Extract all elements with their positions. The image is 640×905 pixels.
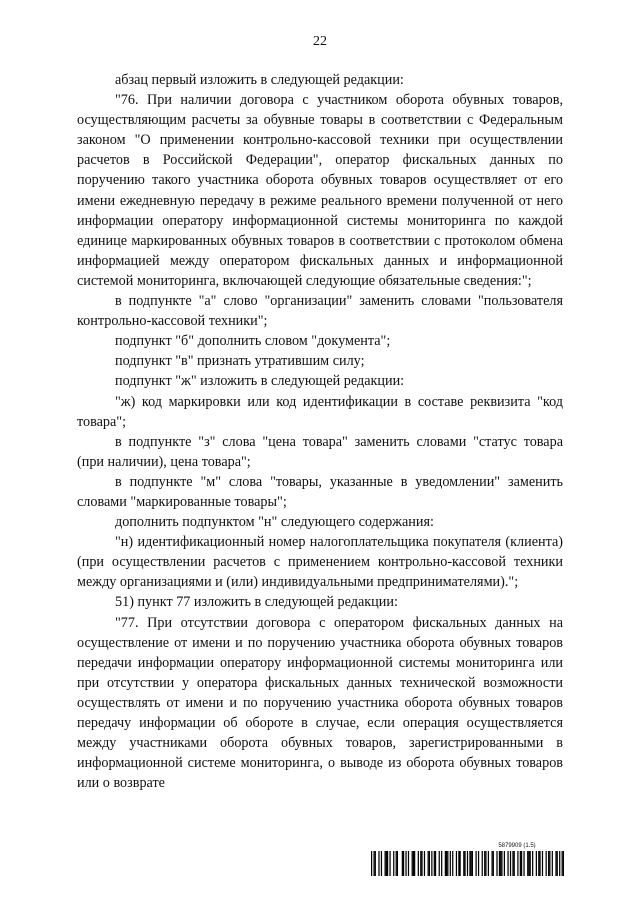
barcode-bar — [546, 851, 547, 876]
barcode-bar — [389, 851, 390, 876]
barcode-bar — [472, 851, 473, 876]
barcode-bar — [542, 851, 543, 876]
paragraph: "н) идентификационный номер налогоплательщика покупателя (клиента) (при осуществлении расчетов с применением контрольно-кассовой техники между организациями и (или) индивидуальными предпринимателями)."; — [77, 534, 563, 591]
barcode-bar — [493, 851, 494, 876]
barcode-bar — [548, 851, 549, 876]
barcode-bar — [439, 851, 440, 876]
barcode-bar — [412, 851, 413, 876]
barcode-bar — [450, 851, 451, 876]
barcode-bar — [527, 851, 528, 876]
barcode-bar — [405, 851, 406, 876]
paragraph: в подпункте "м" слова "товары, указанные в уведомлении" заменить словами "маркированные товары"; — [77, 473, 563, 510]
paragraph: в подпункте "з" слова "цена товара" заменить словами "статус товара (при наличии), цена товара"; — [77, 433, 563, 470]
barcode-bar — [499, 851, 500, 876]
paragraph: абзац первый изложить в следующей редакции: — [115, 72, 404, 88]
barcode-bar — [458, 851, 459, 876]
barcode-bar — [521, 851, 522, 876]
barcode-bar — [373, 851, 374, 876]
barcode-bar — [469, 851, 470, 876]
paragraph: подпункт "ж" изложить в следующей редакции: — [115, 373, 405, 390]
paragraph: "ж) код маркировки или код идентификации в составе реквизита "код товара"; — [77, 393, 563, 430]
paragraph: "76. При наличии договора с участником оборота обувных товаров, осуществляющим расчеты за обувные товары в соответствии с Федеральным законом "О применении контрольно-кассовой техники при осуществлении расчетов в Российской Федерации", оператор фискальных данных по поручению такого участника оборота обувных товаров осуществляет от его имени ежедневную передачу в режиме реального времени полученной от него информации оператору информационной системы мониторинга по каждой единице маркированных обувных товаров в соответствии с протоколом обмена информацией между оператором фискальных данных и информационной системой мониторинга, включающей следующие обязательные сведения:"; — [77, 92, 563, 289]
barcode-bar — [463, 851, 464, 876]
barcode-bar — [484, 851, 485, 876]
barcode-bar — [532, 851, 533, 876]
barcode-bar — [378, 851, 379, 876]
document-body — [77, 70, 563, 793]
barcode-bar — [557, 851, 558, 876]
barcode-bar — [428, 851, 429, 876]
barcode-bar — [563, 851, 564, 876]
barcode-bar — [510, 851, 511, 876]
barcode-bar — [504, 851, 505, 876]
barcode-bar — [500, 851, 501, 876]
barcode-bar — [512, 851, 513, 876]
barcode-bar — [471, 851, 472, 876]
barcode-bar — [507, 851, 508, 876]
barcode-bar — [464, 851, 465, 876]
barcode-bar — [424, 851, 425, 876]
barcode-bar — [445, 851, 446, 876]
barcode-bar — [385, 851, 386, 876]
barcode-bar — [434, 851, 435, 876]
barcode-bar — [538, 851, 539, 876]
barcode-bar — [431, 851, 432, 876]
barcode-bar — [386, 851, 387, 876]
barcode-bar — [447, 851, 448, 876]
barcode-bar — [381, 851, 382, 876]
barcode-bar — [387, 851, 388, 876]
barcode-bar — [418, 851, 419, 876]
barcode-bar — [446, 851, 447, 876]
barcode-bar — [452, 851, 453, 876]
barcode-bar — [530, 851, 531, 876]
barcode-bar — [501, 851, 502, 876]
page-number: 22 — [313, 34, 327, 49]
barcode-bar — [467, 851, 468, 876]
paragraph: дополнить подпунктом "н" следующего содержания: — [115, 514, 434, 531]
barcode-bar — [536, 851, 537, 876]
barcode-bar — [562, 851, 563, 876]
paragraph: 51) пункт 77 изложить в следующей редакции: — [115, 594, 398, 611]
barcode-bar — [456, 851, 457, 876]
barcode-bar — [552, 851, 553, 876]
paragraph: подпункт "в" признать утратившим силу; — [115, 353, 365, 370]
barcode-bar — [475, 851, 476, 876]
barcode-bar — [491, 851, 492, 876]
barcode — [371, 851, 564, 876]
barcode-bar — [528, 851, 529, 876]
barcode-bar — [514, 851, 515, 876]
barcode-bar — [460, 851, 461, 876]
barcode-bar — [403, 851, 404, 876]
barcode-bar — [429, 851, 430, 876]
barcode-bar — [478, 851, 479, 876]
barcode-bar — [402, 851, 403, 876]
barcode-bar — [414, 851, 415, 876]
barcode-bar — [396, 851, 397, 876]
barcode-bar — [496, 851, 497, 876]
barcode-bar — [435, 851, 436, 876]
barcode-bar — [523, 851, 524, 876]
barcode-bar — [549, 851, 550, 876]
barcode-bar — [520, 851, 521, 876]
barcode-bar — [482, 851, 483, 876]
barcode-bar — [517, 851, 518, 876]
barcode-bar — [441, 851, 442, 876]
barcode-bar — [375, 851, 376, 876]
barcode-bar — [393, 851, 394, 876]
document-code: 5879909 (1.5) — [498, 843, 536, 849]
barcode-bar — [421, 851, 422, 876]
barcode-bar — [539, 851, 540, 876]
barcode-bar — [413, 851, 414, 876]
barcode-bar — [408, 851, 409, 876]
barcode-bar — [397, 851, 398, 876]
barcode-bar — [485, 851, 486, 876]
barcode-bar — [420, 851, 421, 876]
barcode-bar — [371, 851, 372, 876]
paragraph: в подпункте "а" слово "организации" заменить словами "пользователя контрольно-кассовой техники"; — [77, 293, 563, 330]
barcode-bar — [488, 851, 489, 876]
paragraph: подпункт "б" дополнить словом "документа"; — [115, 333, 391, 350]
barcode-bar — [555, 851, 556, 876]
barcode-bar — [559, 851, 560, 876]
paragraph: "77. При отсутствии договора с оператором фискальных данных на осуществление от имени и по поручению участника оборота обувных товаров передачи информации оператору информационной системы мониторинга или при отсутствии у оператора фискальных данных технической возможности осуществлять от имени и по поручению участника оборота обувных товаров передачу информации об обороте в случае, если операция осуществляется между участниками оборота обувных товаров, зарегистрированными в информационной системе мониторинга, о выводе из оборота обувных товаров или о возврате — [77, 614, 563, 792]
